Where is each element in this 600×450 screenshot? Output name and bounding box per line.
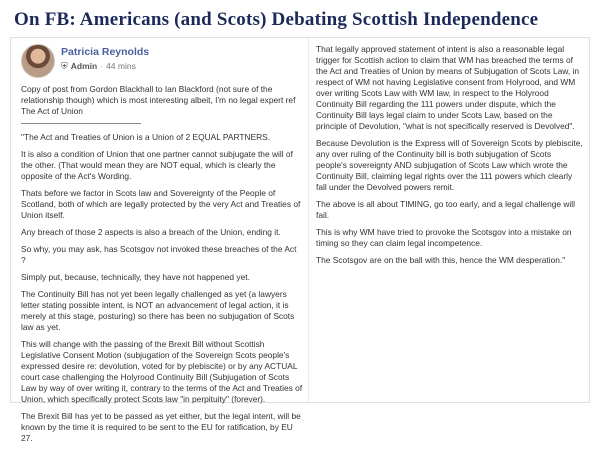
body-paragraph: So why, you may ask, has Scotsgov not invoked these breaches of the Act ? (21, 244, 297, 265)
post-right-column (316, 44, 584, 272)
post-body-left (21, 84, 303, 450)
body-paragraph: The Scotsgov are on the ball with this, hence the WM desperation." (316, 255, 566, 265)
author-avatar[interactable] (21, 44, 55, 78)
body-paragraph: Because Devolution is the Express will of Sovereign Scots by plebiscite, any over ruling of the Continuity bill is both subjugation of Scots people's sovereignty AND subjugation of Scots Law which wrote the Continuity Bill, claiming legal rights over the 111 powers which clearly fall under the Devolved powers remit. (316, 138, 583, 192)
facebook-post (10, 37, 590, 443)
column-divider (308, 38, 309, 402)
body-paragraph: Simply put, because, technically, they have not happened yet. (21, 272, 250, 282)
body-paragraph: This will change with the passing of the Brexit Bill without Scottish Legislative Consent Motion (subjugation of the Sovereign Scots people's expressed desire re: devolution, voted for by plebiscite) or by any ACTUAL court case challenging the Holyrood Continuity Bill (Subjugation of Scots Law by way of over writing it, contrary to the terms of the Act and Treaties of Union, which specifically protect Scots law "in perpituity" (forever). (21, 339, 303, 404)
body-paragraph: This is why WM have tried to provoke the Scotsgov into a mistake on timing so they can claim legal incompetence. (316, 227, 572, 248)
body-paragraph: That legally approved statement of intent is also a reasonable legal trigger for Scottish action to claim that WM has breached the terms of the Act and Treaties of Union by means of Subjugation of Scots Law, in respect of WM not having Legislative consent from Holyrood, and WM over writing Scots Law with WM law, in respect to the Holyrood Continuity Bill regarding the 111 powers under dispute, which the Continuity Bill lays legal claim to under Scots Law, based on the principle of Devolution, "what is not specifically reserved is Devolved". (316, 44, 580, 131)
horizontal-rule (21, 123, 141, 124)
body-paragraph: Thats before we factor in Scots law and Sovereignty of the People of Scotland, both of which are legally protected by the very Act and Treaties of Union itself. (21, 188, 301, 220)
page-headline: On FB: Americans (and Scots) Debating Scottish Independence (14, 9, 539, 30)
intro-paragraph: Copy of post from Gordon Blackhall to Ian Blackford (not sure of the relationship though) which is most interesting albeit, I'm no legal expert ref The Act of Union (21, 84, 296, 116)
separator-dot: · (100, 61, 104, 71)
body-paragraph: The Continuity Bill has not yet been legally challenged as yet (a lawyers letter stating possible intent, is NOT an advancement of legal action, it is merely at this stage, posturing) so there has been no subjugation of Scots law as yet. (21, 289, 295, 332)
body-paragraph: The above is all about TIMING, go too early, and a legal challenge will fail. (316, 199, 575, 220)
post-timestamp[interactable]: 44 mins (106, 61, 136, 71)
body-paragraph: The Brexit Bill has yet to be passed as yet either, but the legal intent, will be known by the time it is required to be sent to the EU for ratification, by EU 27. (21, 411, 301, 443)
body-paragraph: Any breach of those 2 aspects is also a breach of the Union, ending it. (21, 227, 281, 237)
body-paragraph: "The Act and Treaties of Union is a Union of 2 EQUAL PARTNERS. (21, 132, 271, 142)
admin-shield-icon: ⛨ (61, 60, 68, 71)
body-paragraph: It is also a condition of Union that one partner cannot subjugate the will of the other. (That would mean they are NOT equal, which is clearly the opposite of the Act's Wording. (21, 149, 293, 181)
role-badge: Admin (70, 61, 98, 71)
author-name-link[interactable]: Patricia Reynolds (61, 46, 150, 58)
post-meta (61, 61, 136, 71)
